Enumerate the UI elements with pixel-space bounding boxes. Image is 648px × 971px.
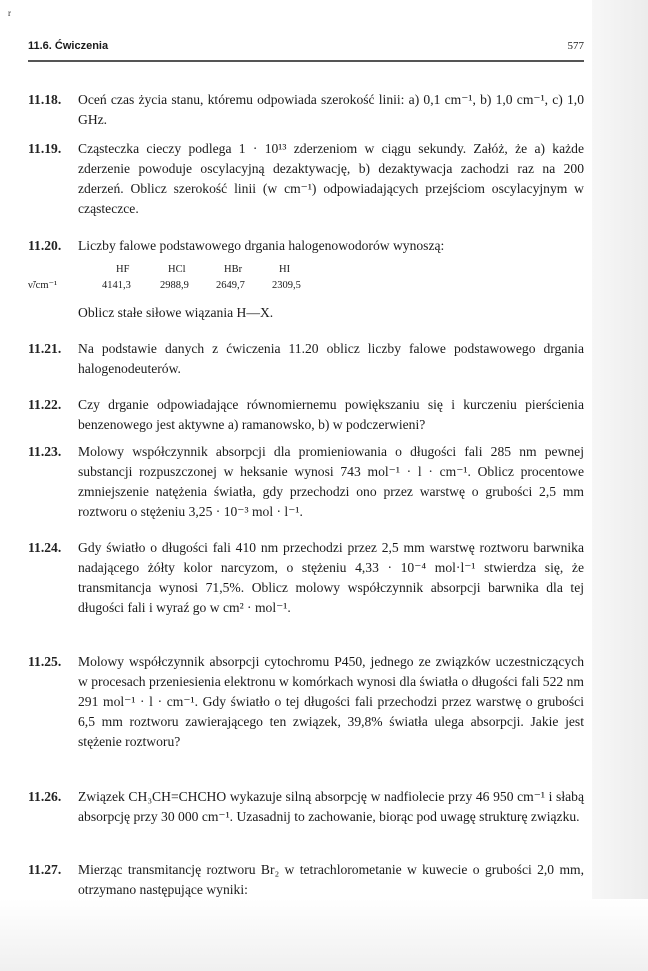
running-head	[28, 40, 584, 56]
table-cell: 2988,9	[160, 280, 189, 291]
exercise-text: Na podstawie danych z ćwiczenia 11.20 oblicz liczby falowe podstawowego drgania halogenodeuterów.	[78, 341, 584, 376]
corner-mark: r	[8, 8, 11, 18]
exercise-text: Gdy światło o długości fali 410 nm przechodzi przez 2,5 mm warstwę roztworu barwnika nadającego żółty kolor narcyzom, o stężeniu 4,33 · 10⁻⁴ mol·l⁻¹ stwierdza się, że transmitancja wynosi 71,5%. Oblicz molowy współczynnik absorpcji barwnika dla tej długości fali i wyraź go w cm² · mol⁻¹.	[78, 540, 584, 615]
exercise-number: 11.24.	[28, 540, 62, 555]
table-cell: 2309,5	[272, 280, 301, 291]
table-row-label: ν̃/cm⁻¹	[28, 280, 58, 291]
table-header: HCl	[168, 264, 186, 275]
exercise-text: Mierząc transmitancję roztworu Br₂ w tetrachlorometanie w kuwecie o grubości 2,0 mm, otrzymano następujące wyniki:	[78, 862, 584, 897]
exercise-number: 11.18.	[28, 92, 62, 107]
scan-edge-shadow	[592, 0, 648, 971]
exercise-text: Oceń czas życia stanu, któremu odpowiada szerokość linii: a) 0,1 cm⁻¹, b) 1,0 cm⁻¹, c) 1,0 GHz.	[78, 92, 584, 127]
scan-bottom-shadow	[0, 899, 648, 971]
section-title: 11.6. Ćwiczenia	[28, 40, 109, 52]
exercise-followup: Oblicz stałe siłowe wiązania H—X.	[78, 305, 274, 320]
exercise-text: Liczby falowe podstawowego drgania halogenowodorów wynoszą:	[78, 238, 445, 253]
exercise-number: 11.25.	[28, 654, 62, 669]
exercise-text: Związek CH₃CH=CHCHO wykazuje silną absorpcję w nadfiolecie przy 46 950 cm⁻¹ i słabą absorpcję przy 30 000 cm⁻¹. Uzasadnij to zachowanie, biorąc pod uwagę strukturę związku.	[78, 789, 584, 824]
page-number: 577	[567, 40, 584, 52]
header-rule	[28, 60, 584, 62]
table-cell: 4141,3	[102, 280, 131, 291]
table-cell: 2649,7	[216, 280, 245, 291]
exercise-number: 11.20.	[28, 238, 62, 253]
exercise-number: 11.23.	[28, 444, 62, 459]
exercise-number: 11.21.	[28, 341, 62, 356]
table-header: HBr	[224, 264, 243, 275]
table-header: HI	[279, 264, 291, 275]
exercise-text: Molowy współczynnik absorpcji dla promieniowania o długości fali 285 nm pewnej substancji rozpuszczonej w heksanie wynosi 743 mol⁻¹ · l · cm⁻¹. Oblicz procentowe zmniejszenie natężenia światła, gdy przechodzi ono przez warstwę o grubości 2,5 mm roztworu o stężeniu 3,25 · 10⁻³ mol · l⁻¹.	[78, 444, 584, 519]
exercise-text: Cząsteczka cieczy podlega 1 · 10¹³ zderzeniom w ciągu sekundy. Załóż, że a) każde zderzenie powoduje oscylacyjną dezaktywację, b) dezaktywacja zachodzi raz na 200 zderzeń. Oblicz szerokość linii (w cm⁻¹) odpowiadających przejściom oscylacyjnym w cząsteczce.	[78, 141, 584, 216]
wavenumber-table	[28, 263, 388, 297]
exercise-number: 11.19.	[28, 141, 62, 156]
exercise-text: Czy drganie odpowiadające równomiernemu powiększaniu się i kurczeniu pierścienia benzenowego jest aktywne a) ramanowsko, b) w podczerwieni?	[78, 397, 584, 432]
exercise-number: 11.26.	[28, 789, 62, 804]
exercise-number: 11.22.	[28, 397, 62, 412]
exercise-number: 11.27.	[28, 862, 62, 877]
exercise-text: Molowy współczynnik absorpcji cytochromu P450, jednego ze związków uczestniczących w procesach przeniesienia elektronu w komórkach wynosi dla światła o długości fali 522 nm 291 mol⁻¹ · l · cm⁻¹. Gdy światło o tej długości fali przechodzi przez warstwę o grubości 6,5 mm roztworu zawierającego ten związek, 39,8% światła ulega absorpcji. Jakie jest stężenie roztworu?	[78, 654, 584, 749]
table-header: HF	[116, 264, 130, 275]
